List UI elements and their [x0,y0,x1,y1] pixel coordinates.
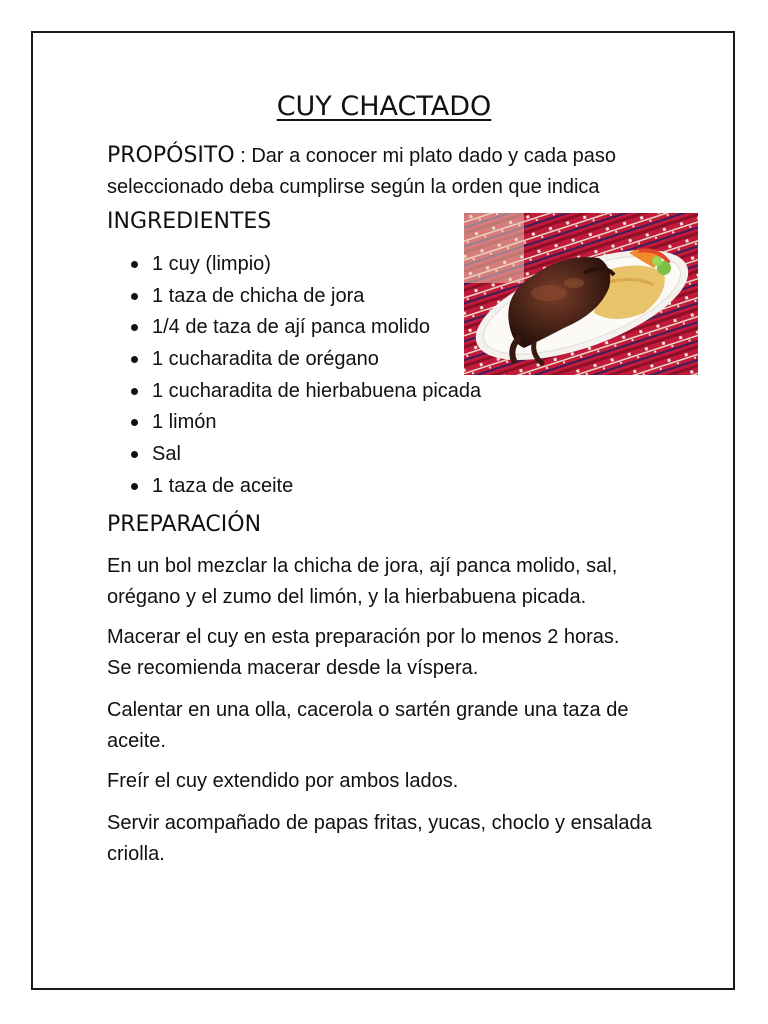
ingredients-list [107,248,481,502]
preparation-line: Macerar el cuy en esta preparación por lo menos 2 horas. [107,626,620,648]
preparation-line: Freír el cuy extendido por ambos lados. [107,770,459,792]
list-item: 1 taza de chicha de jora [107,280,481,312]
list-item: Sal [107,438,481,470]
preparation-line: Se recomienda macerar desde la víspera. [107,657,479,679]
list-item: 1 cucharadita de hierbabuena picada [107,375,481,407]
ingredients-heading: INGREDIENTES [107,209,272,234]
purpose-paragraph [107,140,616,203]
preparation-line: aceite. [107,730,166,752]
preparation-line: En un bol mezclar la chicha de jora, ají panca molido, sal, [107,555,618,577]
list-item: 1 taza de aceite [107,470,481,502]
preparation-line: Calentar en una olla, cacerola o sartén grande una taza de [107,699,629,721]
preparation-step [107,622,620,684]
list-item: 1 cucharadita de orégano [107,343,481,375]
preparation-step [107,551,617,613]
preparation-step [107,808,652,870]
purpose-text-line-2: seleccionado deba cumplirse según la orden que indica [107,176,600,198]
list-item: 1 limón [107,406,481,438]
purpose-text-line-1: : Dar a conocer mi plato dado y cada paso [234,145,616,167]
fried-guinea-pig-dish-photo [464,213,698,375]
preparation-line: Servir acompañado de papas fritas, yucas, choclo y ensalada [107,812,652,834]
preparation-line: criolla. [107,843,165,865]
preparation-heading: PREPARACIÓN [107,512,262,537]
page-title: CUY CHACTADO [276,91,492,122]
list-item: 1/4 de taza de ají panca molido [107,311,481,343]
dish-photo [464,213,698,375]
preparation-line: orégano y el zumo del limón, y la hierbabuena picada. [107,586,587,608]
list-item: 1 cuy (limpio) [107,248,481,280]
preparation-step [107,766,458,797]
preparation-step [107,695,628,757]
purpose-label: PROPÓSITO [107,143,235,168]
